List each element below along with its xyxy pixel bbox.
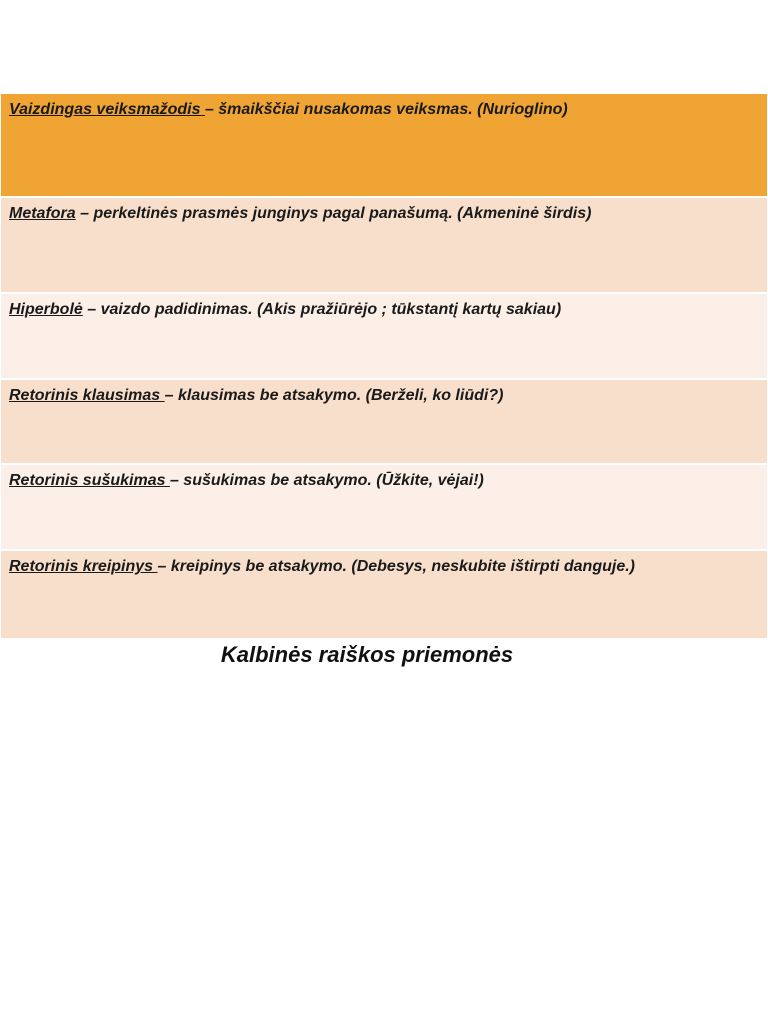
table-row [1,465,767,551]
table-row [1,380,767,465]
table-row [1,198,767,294]
term: Retorinis sušukimas [9,472,170,489]
definition: – kreipinys be atsakymo. (Debesys, neskubite ištirpti danguje.) [157,558,635,575]
term: Retorinis klausimas [9,387,165,404]
definition: – sušukimas be atsakymo. (Ūžkite, vėjai!) [169,472,484,489]
term: Hiperbolė [9,301,83,318]
definition: – šmaikščiai nusakomas veiksmas. (Nurioglino) [204,101,568,118]
term: Vaizdingas veiksmažodis [9,101,205,118]
definition: – klausimas be atsakymo. (Berželi, ko liūdi?) [164,387,504,404]
table-row [1,94,767,198]
term: Retorinis kreipinys [9,558,158,575]
definitions-table [1,94,767,638]
table-row [1,551,767,638]
term: Metafora [9,205,76,222]
definition: – vaizdo padidinimas. (Akis pražiūrėjo ; tūkstantį kartų sakiau) [82,301,562,318]
table-row [1,294,767,380]
definition: – perkeltinės prasmės junginys pagal panašumą. (Akmeninė širdis) [75,205,592,222]
table-caption: Kalbinės raiškos priemonės [220,642,514,667]
